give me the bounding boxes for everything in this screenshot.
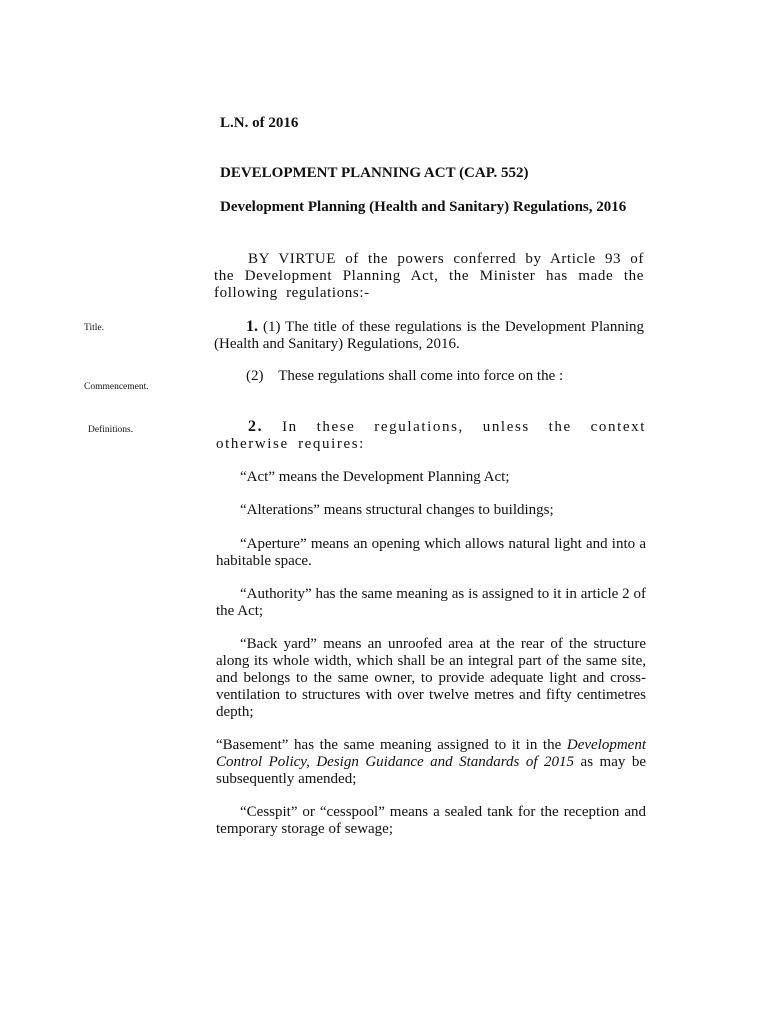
preamble: BY VIRTUE of the powers conferred by Article 93 of the Development Planning Act, the Minister has made the following regulations:- xyxy=(214,251,644,301)
margin-note-title: Title. xyxy=(84,323,104,333)
margin-note-definitions: Definitions. xyxy=(88,425,134,435)
definition-basement-policy-title: Development Control Policy, Design Guidance and Standards of 2015 xyxy=(216,737,646,770)
section-1-subsection-1-text: (1) The title of these regulations is the Development Planning (Health and Sanitary) Regulations, 2016. xyxy=(214,319,644,352)
definition-authority: “Authority” has the same meaning as is assigned to it in article 2 of the Act; xyxy=(216,586,646,619)
definition-alterations: “Alterations” means structural changes to buildings; xyxy=(240,502,554,518)
section-2-number: 2. xyxy=(248,418,264,435)
definition-basement xyxy=(216,737,646,788)
regulations-title: Development Planning (Health and Sanitary) Regulations, 2016 xyxy=(220,199,627,215)
definition-cesspit: “Cesspit” or “cesspool” means a sealed tank for the reception and temporary storage of sewage; xyxy=(216,804,646,837)
legal-notice-number: L.N. of 2016 xyxy=(220,115,299,131)
section-1-subsection-1 xyxy=(214,318,644,353)
definition-basement-lead: “Basement” has the same meaning assigned to it in the xyxy=(216,737,567,753)
section-1-subsection-2 xyxy=(246,368,646,385)
definition-basement-tail: as may be subsequently amended; xyxy=(216,754,646,787)
act-title: DEVELOPMENT PLANNING ACT (CAP. 552) xyxy=(220,165,529,181)
section-1-subsection-2-number: (2) xyxy=(246,368,264,384)
definition-back-yard: “Back yard” means an unroofed area at the rear of the structure along its whole width, which shall be an integral part of the same site, and belongs to the same owner, to provide adequate light and cross-ventilation to structures with over twelve metres and fifty centimetres depth; xyxy=(216,636,646,720)
section-1-subsection-2-text: These regulations shall come into force on the : xyxy=(278,368,564,384)
margin-note-commencement: Commencement. xyxy=(84,382,149,392)
section-2-intro xyxy=(216,418,646,453)
definition-aperture: “Aperture” means an opening which allows natural light and into a habitable space. xyxy=(216,536,646,569)
section-2-intro-text: In these regulations, unless the context otherwise requires: xyxy=(216,419,646,452)
section-1-number: 1. xyxy=(246,318,258,335)
definition-act: “Act” means the Development Planning Act; xyxy=(240,469,510,485)
